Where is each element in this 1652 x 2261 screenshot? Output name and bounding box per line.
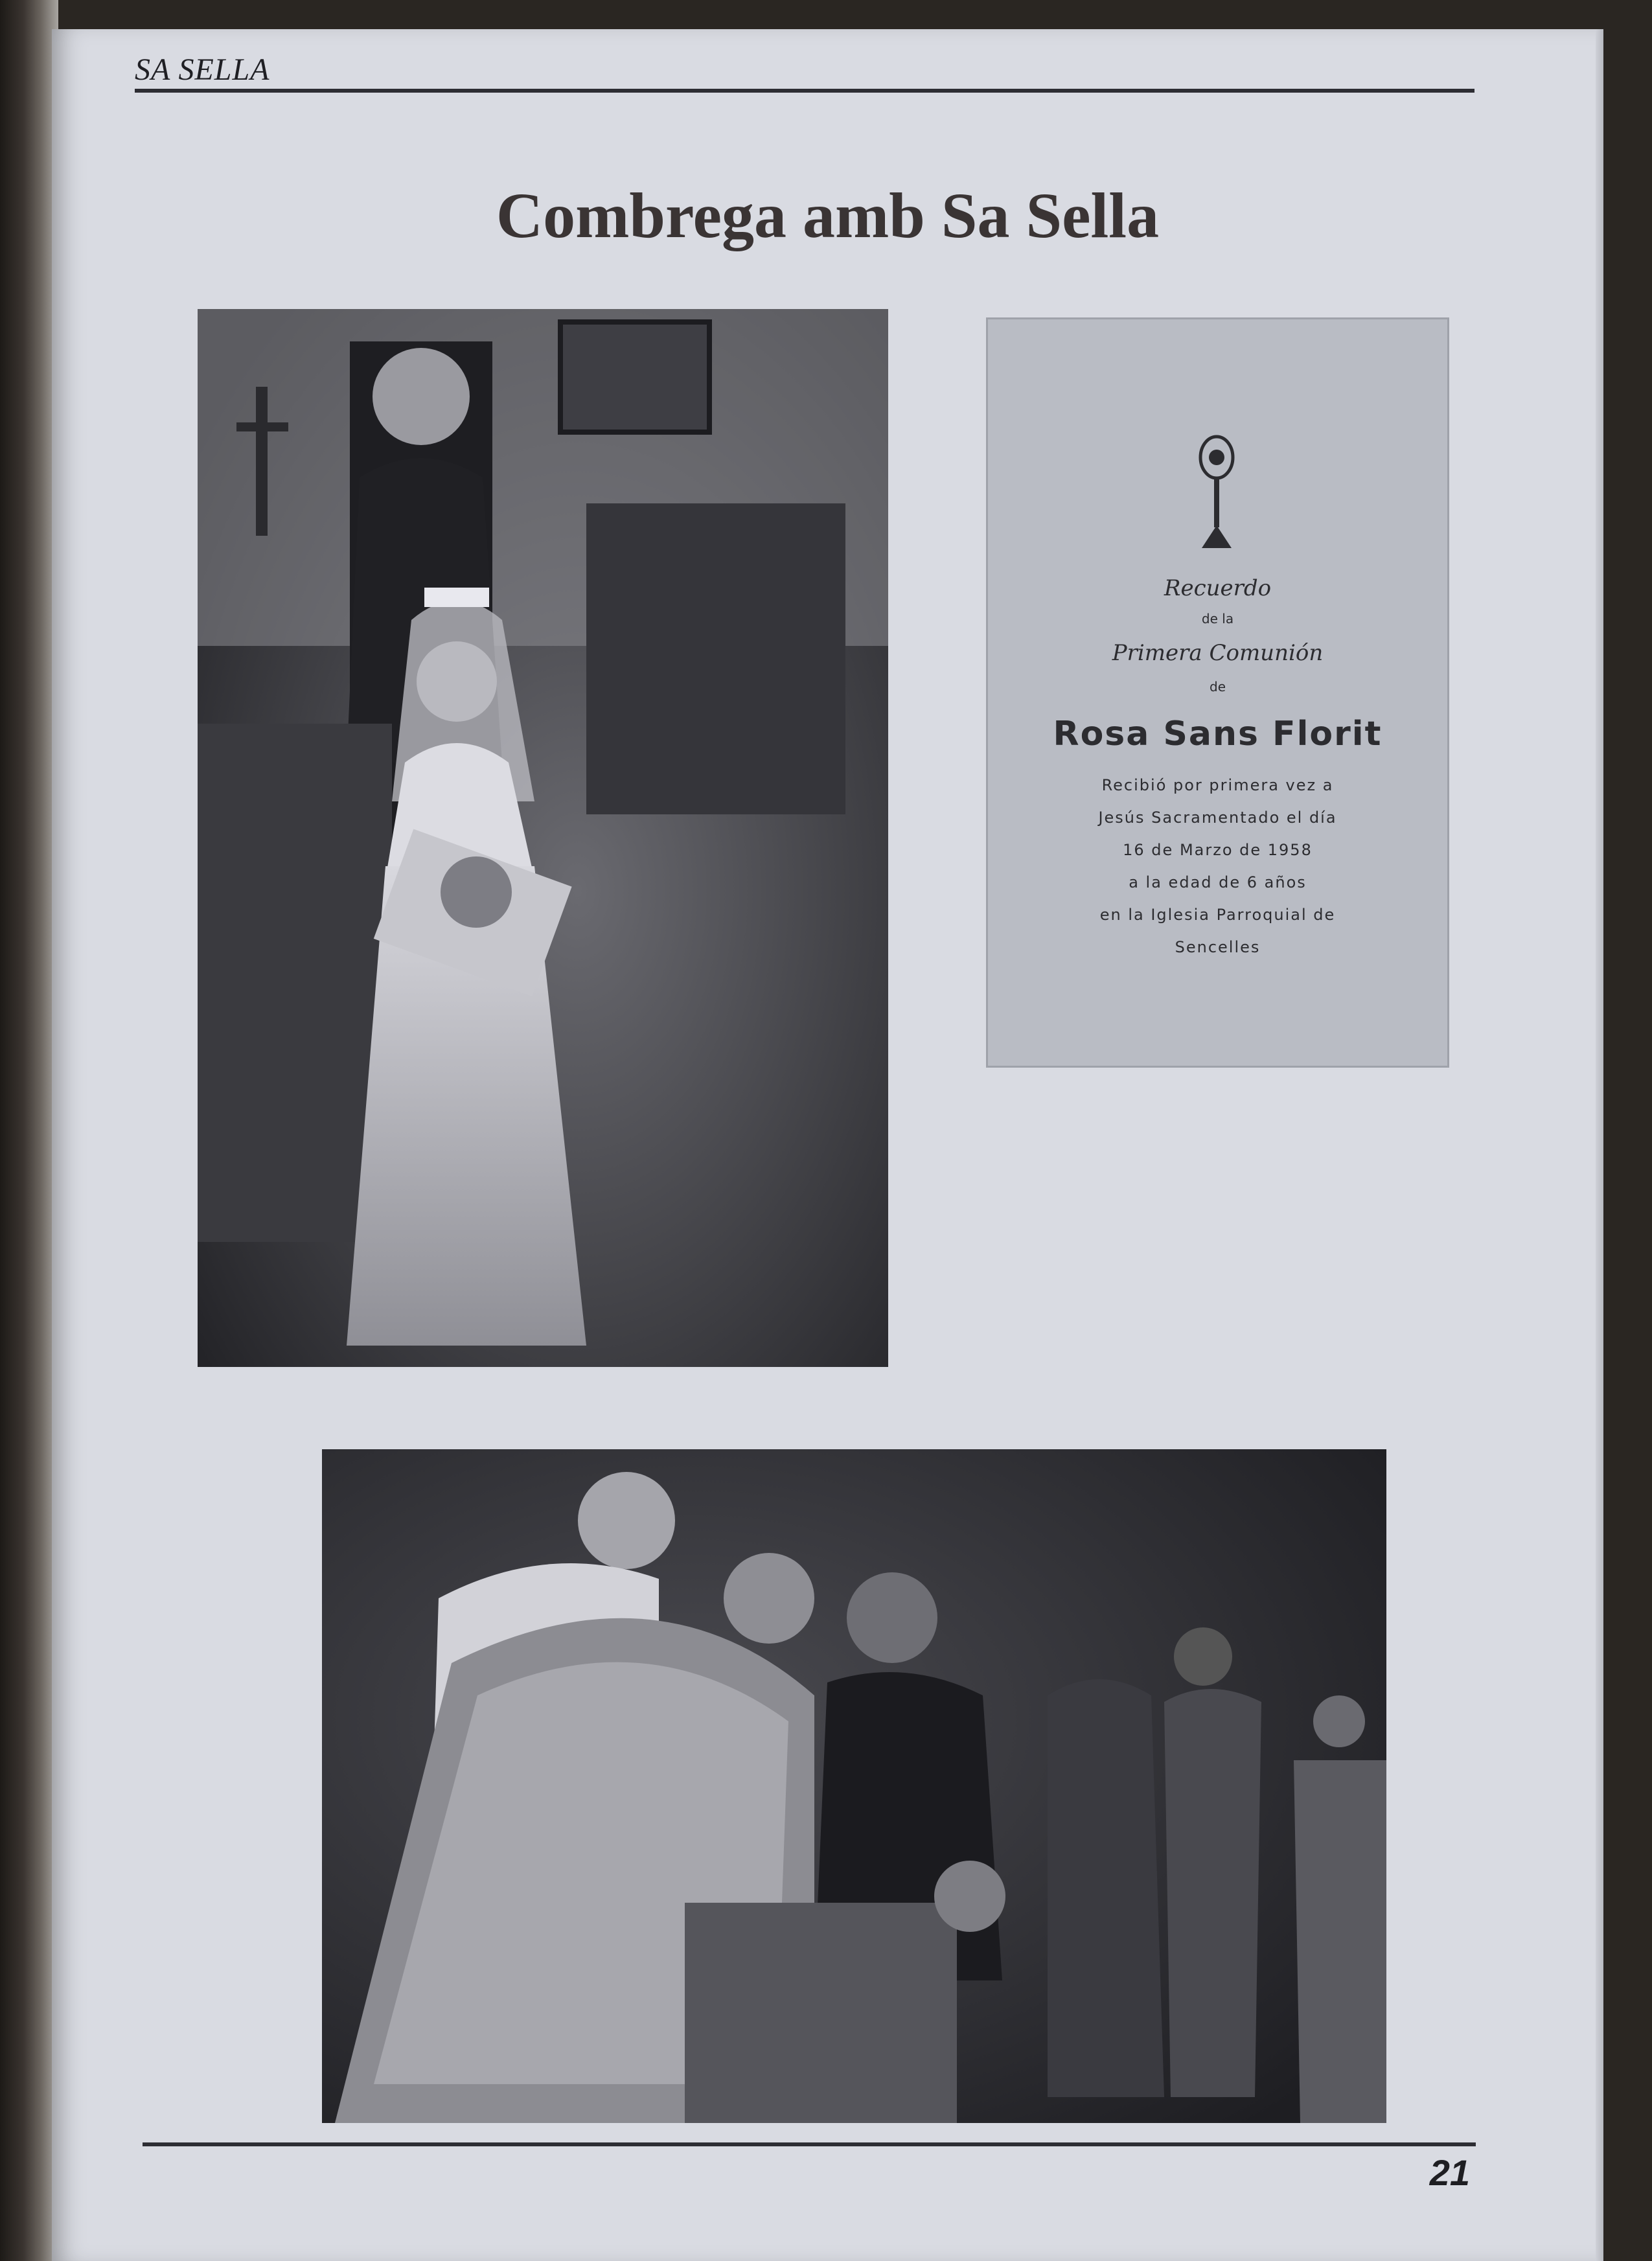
photo-communion-at-altar	[322, 1449, 1386, 2123]
card-line-primera-comunion: Primera Comunión	[1112, 640, 1324, 666]
card-line-de-la: de la	[1201, 611, 1234, 626]
card-recipient-name: Rosa Sans Florit	[1053, 715, 1382, 753]
first-communion-keepsake-card	[986, 317, 1449, 1068]
magazine-page	[52, 29, 1603, 2261]
card-line-de: de	[1210, 679, 1226, 694]
running-header: SA SELLA	[135, 52, 270, 87]
header-rule	[135, 89, 1474, 93]
card-body-line-1: Recibió por primera vez a	[1101, 776, 1334, 794]
card-body-line-5: en la Iglesia Parroquial de	[1099, 906, 1336, 924]
card-body-line-2: Jesús Sacramentado el día	[1098, 809, 1337, 827]
footer-rule	[143, 2142, 1476, 2146]
page-number: 21	[1429, 2152, 1470, 2193]
card-body-line-4: a la edad de 6 años	[1129, 873, 1307, 891]
scan-binding-edge	[0, 0, 58, 2261]
article-title: Combrega amb Sa Sella	[496, 179, 1160, 251]
photo-first-communion-girl	[198, 309, 888, 1367]
card-body-line-3: 16 de Marzo de 1958	[1123, 841, 1313, 859]
card-body-line-6: Sencelles	[1175, 938, 1261, 956]
card-line-recuerdo: Recuerdo	[1164, 575, 1272, 601]
monstrance-icon	[1194, 428, 1239, 551]
